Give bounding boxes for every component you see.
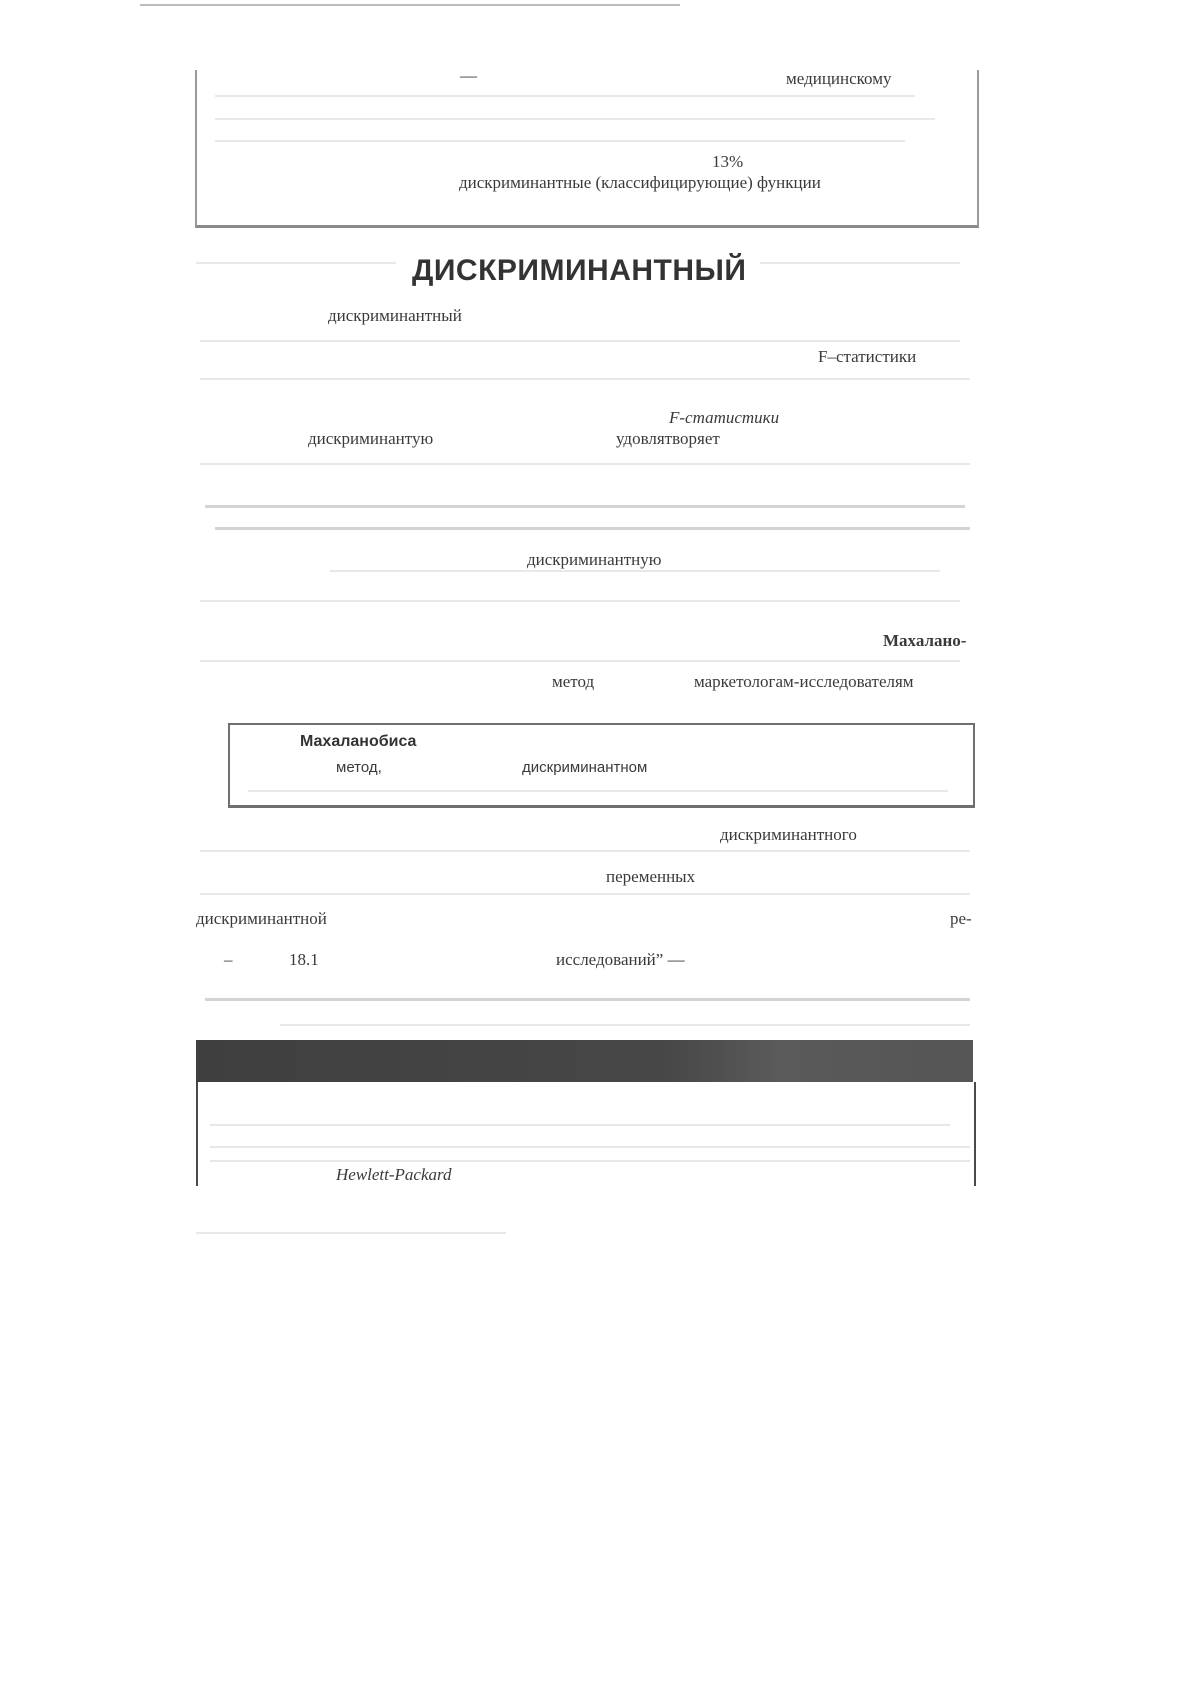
smudge-line	[205, 998, 970, 1001]
body-research: исследований” —	[556, 950, 685, 969]
top-box-functions: дискриминантные (классифицирующие) функции	[459, 173, 821, 192]
figure-header-band	[196, 1040, 973, 1082]
body-word-discriminant: дискриминантный	[328, 306, 462, 325]
smudge-line	[205, 505, 965, 508]
faint-line	[760, 262, 960, 264]
body-f-statistics-italic: F-статистики	[669, 408, 780, 427]
top-box	[195, 70, 979, 228]
body-method: метод	[552, 672, 595, 691]
faint-line	[200, 600, 960, 602]
faint-line	[196, 1232, 506, 1234]
figure-company: Hewlett-Packard	[336, 1165, 452, 1184]
faint-line	[248, 790, 948, 792]
body-discriminant-inst: дискриминантной	[196, 909, 327, 928]
smudge-line	[215, 527, 970, 530]
faint-line	[215, 95, 915, 97]
top-rule	[140, 4, 680, 6]
faint-line	[210, 1160, 970, 1162]
body-figure-number: 18.1	[289, 950, 319, 969]
faint-line	[200, 340, 960, 342]
faint-line	[280, 1024, 970, 1026]
top-box-percent: 13%	[712, 152, 744, 171]
faint-line	[200, 378, 970, 380]
faint-line	[200, 850, 970, 852]
top-box-medical: медицинскому	[786, 69, 892, 88]
section-heading: ДИСКРИМИНАНТНЫЙ	[412, 254, 747, 287]
faint-line	[215, 118, 935, 120]
body-marketers: маркетологам-исследователям	[694, 672, 914, 691]
faint-line	[330, 570, 940, 572]
body-dash: –	[224, 950, 233, 969]
top-box-dash: —	[460, 66, 477, 85]
definition-method: метод,	[336, 759, 382, 776]
definition-discriminant: дискриминантном	[522, 759, 648, 776]
figure-box	[196, 1082, 976, 1186]
body-satisfies: удовлятворяет	[616, 429, 720, 448]
faint-line	[200, 660, 960, 662]
faint-line	[200, 463, 970, 465]
faint-line	[210, 1146, 970, 1148]
body-variables: переменных	[606, 867, 696, 886]
body-discriminant-acc: дискриминантую	[308, 429, 434, 448]
faint-line	[196, 262, 396, 264]
body-mahalano: Махалано-	[883, 631, 967, 650]
body-discriminant-acc2: дискриминантную	[527, 550, 662, 569]
faint-line	[200, 893, 970, 895]
faint-line	[210, 1124, 950, 1126]
body-discriminant-gen: дискриминантного	[720, 825, 857, 844]
definition-term: Махаланобиса	[300, 733, 417, 750]
body-re: ре-	[950, 909, 972, 928]
faint-line	[215, 140, 905, 142]
body-f-statistics: F–статистики	[818, 347, 917, 366]
